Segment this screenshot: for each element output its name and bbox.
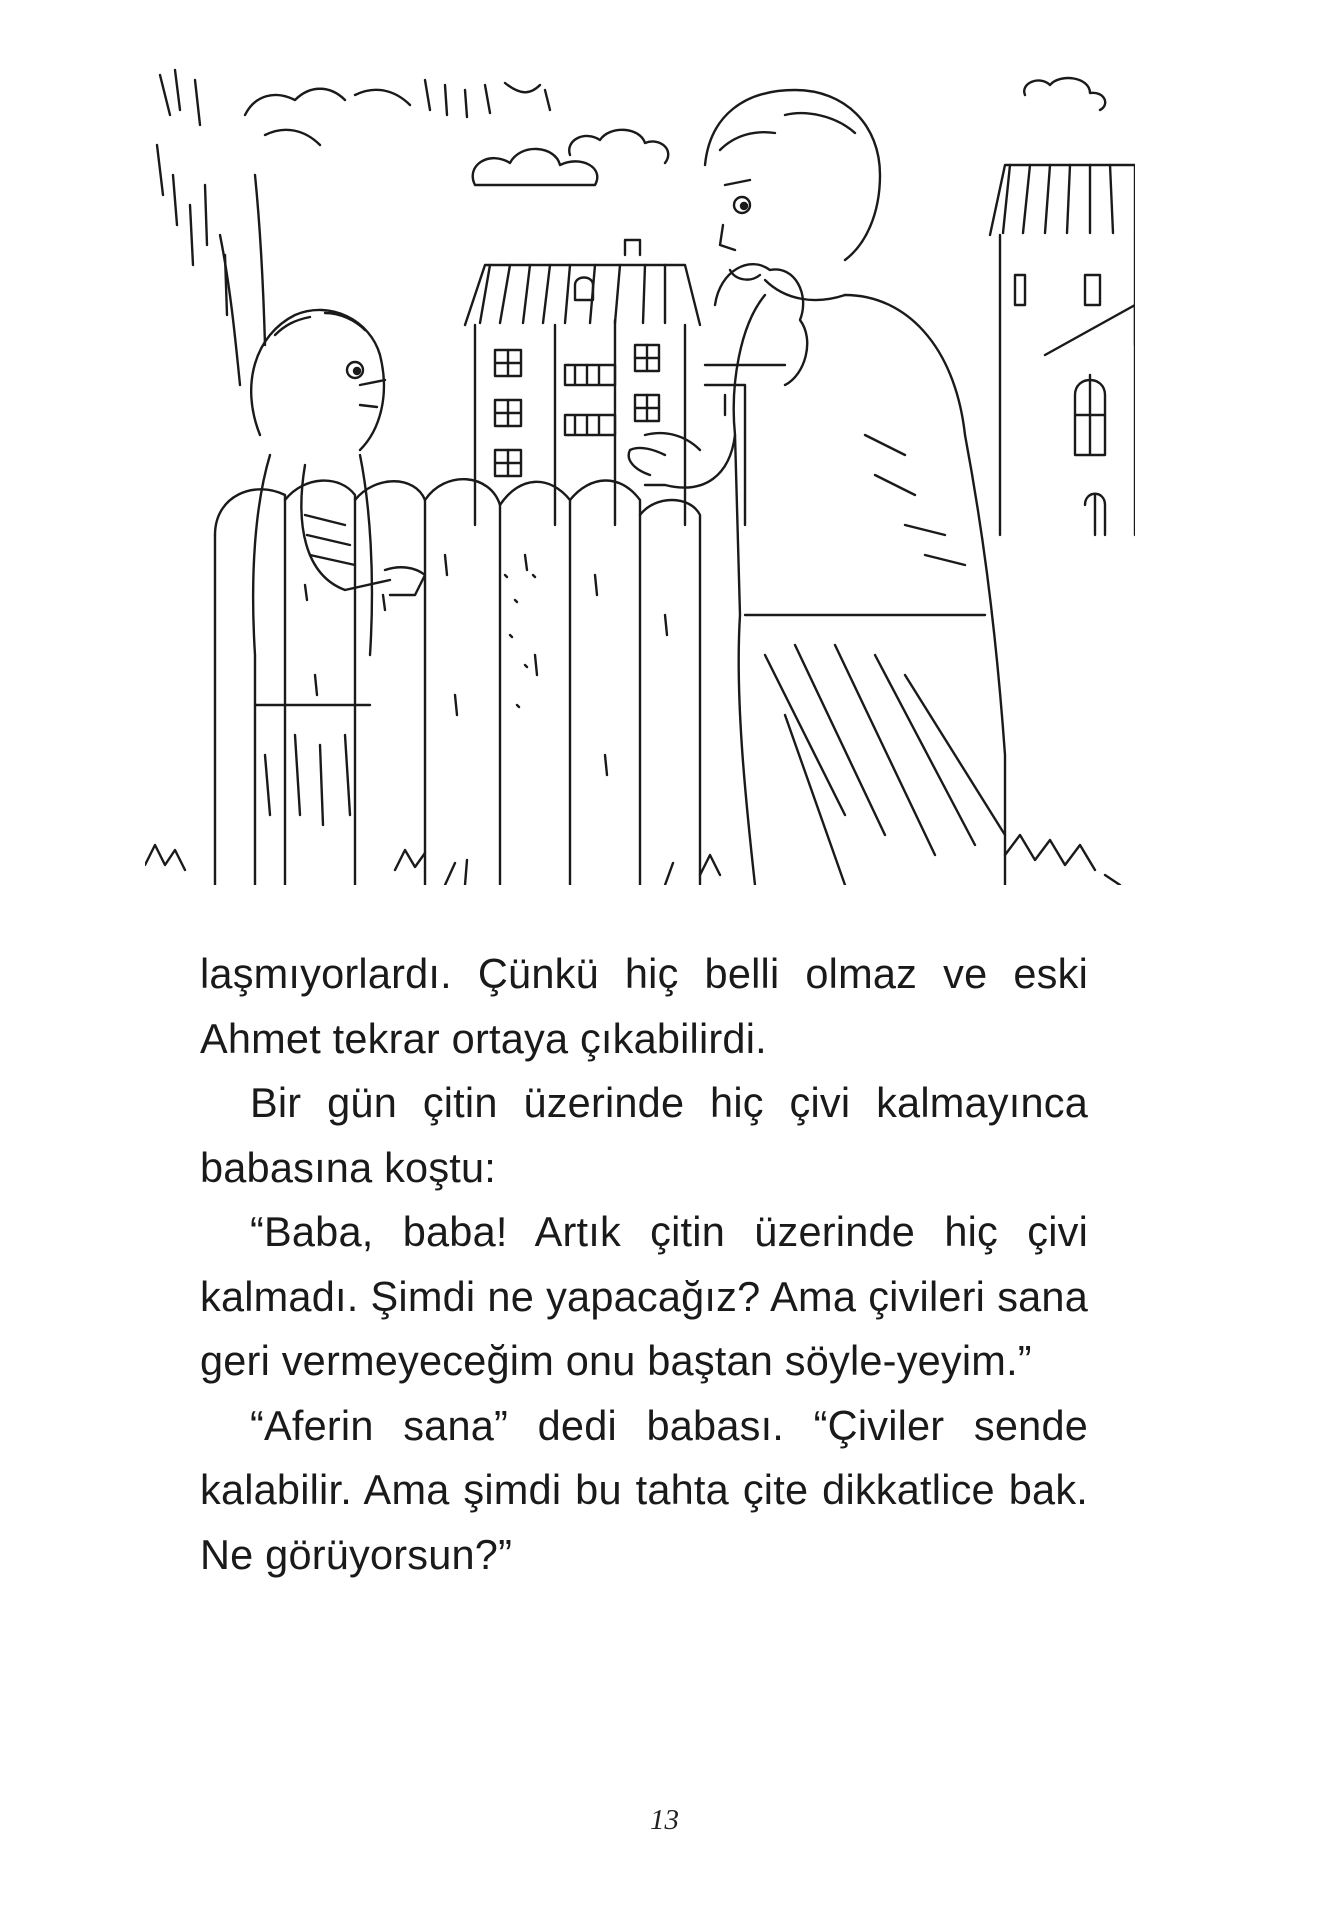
boy-drawing bbox=[251, 310, 425, 885]
page-number: 13 bbox=[650, 1804, 679, 1836]
tree-drawing bbox=[157, 70, 550, 385]
paragraph-4: “Aferin sana” dedi babası. “Çiviler sende kalabilir. Ama şimdi bu tahta çite dikkatlice bak. Ne görüyorsun?” bbox=[200, 1401, 1088, 1578]
paragraph-2: Bir gün çitin üzerinde hiç çivi kalmayınca babasına koştu: bbox=[200, 1079, 1088, 1191]
story-illustration bbox=[145, 55, 1135, 885]
story-text bbox=[200, 942, 1088, 1587]
houses-drawing bbox=[465, 165, 1135, 535]
man-drawing bbox=[629, 90, 1005, 885]
fence-drawing bbox=[215, 479, 700, 885]
paragraph-1: laşmıyorlardı. Çünkü hiç belli olmaz ve eski Ahmet tekrar ortaya çıkabilirdi. bbox=[200, 950, 1088, 1062]
paragraph-3: “Baba, baba! Artık çitin üzerinde hiç çivi kalmadı. Şimdi ne yapacağız? Ama çivileri sana geri vermeyeceğim onu baştan söyle-yeyim.” bbox=[200, 1208, 1088, 1384]
